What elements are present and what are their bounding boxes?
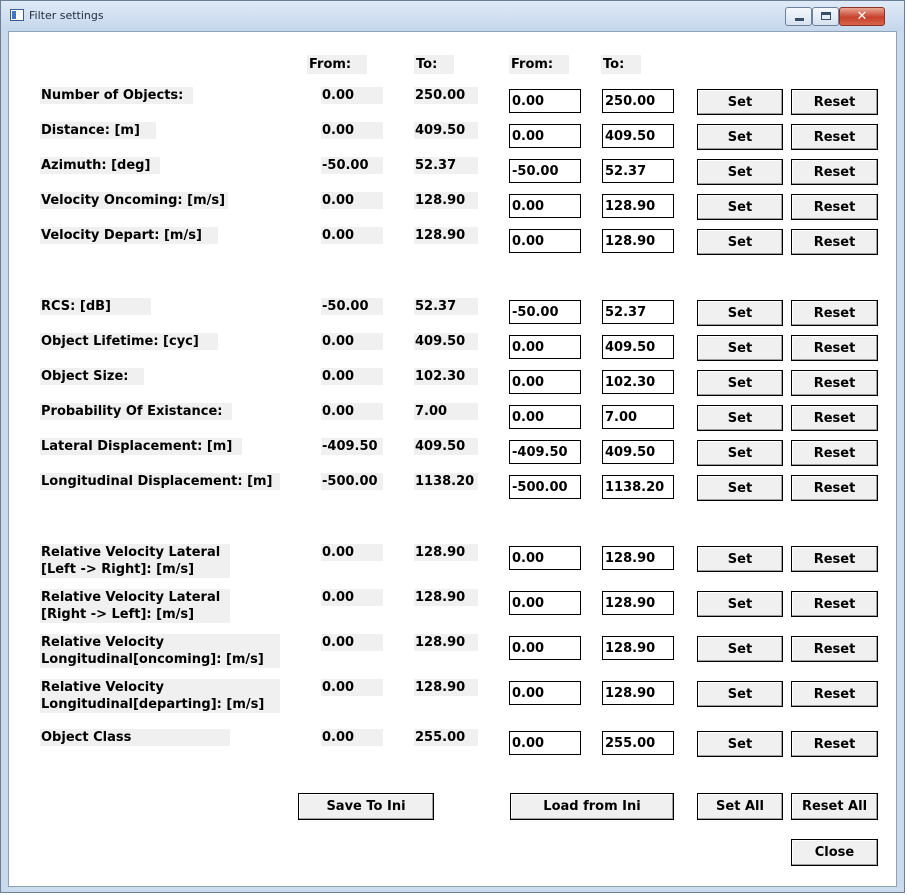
filter-row-label: Object Size: — [40, 368, 144, 385]
to-input[interactable] — [602, 440, 674, 464]
minimize-icon — [795, 18, 804, 21]
set-button[interactable]: Set — [697, 124, 783, 150]
from-input[interactable] — [509, 89, 581, 113]
current-from-value: -50.00 — [321, 298, 383, 315]
filter-row-label: RCS: [dB] — [40, 298, 151, 315]
filter-row-label-line1: Relative Velocity — [41, 635, 164, 650]
to-input[interactable] — [602, 159, 674, 183]
filter-row-label-line2: Longitudinal[departing]: [m/s] — [41, 697, 265, 712]
filter-row-label-line2: Longitudinal[oncoming]: [m/s] — [41, 652, 264, 667]
current-from-value: -500.00 — [321, 473, 383, 490]
current-from-value: 0.00 — [321, 87, 383, 104]
from-input[interactable] — [509, 335, 581, 359]
app-icon — [10, 9, 24, 21]
current-to-value: 52.37 — [414, 157, 478, 174]
reset-button[interactable]: Reset — [791, 405, 878, 431]
filter-row-label: Probability Of Existance: — [40, 403, 232, 420]
filter-row-label — [40, 634, 280, 668]
filter-row-label — [40, 544, 230, 578]
header-from-edit: From: — [509, 55, 569, 74]
set-button[interactable]: Set — [697, 159, 783, 185]
set-button[interactable]: Set — [697, 475, 783, 501]
filter-row-label — [40, 679, 280, 713]
filter-row-label-line1: Relative Velocity Lateral — [41, 590, 221, 605]
filter-row-label: Longitudinal Displacement: [m] — [40, 473, 280, 490]
to-input[interactable] — [602, 546, 674, 570]
to-input[interactable] — [602, 731, 674, 755]
set-button[interactable]: Set — [697, 229, 783, 255]
current-from-value: 0.00 — [321, 679, 383, 696]
reset-button[interactable]: Reset — [791, 194, 878, 220]
filter-row-label: Azimuth: [deg] — [40, 157, 160, 174]
from-input[interactable] — [509, 194, 581, 218]
current-from-value: 0.00 — [321, 122, 383, 139]
reset-button[interactable]: Reset — [791, 636, 878, 662]
current-to-value: 255.00 — [414, 729, 478, 746]
from-input[interactable] — [509, 370, 581, 394]
reset-button[interactable]: Reset — [791, 681, 878, 707]
from-input[interactable] — [509, 300, 581, 324]
from-input[interactable] — [509, 636, 581, 660]
reset-button[interactable]: Reset — [791, 370, 878, 396]
to-input[interactable] — [602, 636, 674, 660]
to-input[interactable] — [602, 194, 674, 218]
from-input[interactable] — [509, 546, 581, 570]
close-button[interactable]: Close — [791, 839, 878, 866]
load-from-ini-button[interactable]: Load from Ini — [510, 793, 674, 820]
current-from-value: 0.00 — [321, 192, 383, 209]
filter-row-label-line1: Relative Velocity — [41, 680, 164, 695]
current-from-value: 0.00 — [321, 333, 383, 350]
header-to-current: To: — [414, 55, 454, 74]
from-input[interactable] — [509, 681, 581, 705]
set-button[interactable]: Set — [697, 335, 783, 361]
reset-button[interactable]: Reset — [791, 591, 878, 617]
current-from-value: 0.00 — [321, 227, 383, 244]
set-button[interactable]: Set — [697, 546, 783, 572]
filter-row-label — [40, 589, 230, 623]
close-window-button[interactable] — [839, 7, 885, 26]
filter-row-label-line2: [Left -> Right]: [m/s] — [41, 562, 195, 577]
filter-row-label: Distance: [m] — [40, 122, 156, 139]
filter-row-label: Object Lifetime: [cyc] — [40, 333, 218, 350]
reset-button[interactable]: Reset — [791, 475, 878, 501]
window-title: Filter settings — [29, 9, 104, 22]
current-to-value: 102.30 — [414, 368, 478, 385]
reset-button[interactable]: Reset — [791, 731, 878, 757]
current-to-value: 128.90 — [414, 634, 478, 651]
filter-row-label: Object Class — [40, 729, 230, 746]
header-from-current: From: — [307, 55, 367, 74]
current-to-value: 128.90 — [414, 227, 478, 244]
from-input[interactable] — [509, 440, 581, 464]
to-input[interactable] — [602, 229, 674, 253]
set-all-button[interactable]: Set All — [697, 793, 783, 820]
current-to-value: 409.50 — [414, 333, 478, 350]
current-to-value: 52.37 — [414, 298, 478, 315]
to-input[interactable] — [602, 681, 674, 705]
reset-button[interactable]: Reset — [791, 546, 878, 572]
set-button[interactable]: Set — [697, 636, 783, 662]
save-to-ini-button[interactable]: Save To Ini — [298, 793, 434, 820]
reset-button[interactable]: Reset — [791, 440, 878, 466]
reset-button[interactable]: Reset — [791, 335, 878, 361]
set-button[interactable]: Set — [697, 681, 783, 707]
to-input[interactable] — [602, 475, 674, 499]
set-button[interactable]: Set — [697, 370, 783, 396]
current-to-value: 409.50 — [414, 122, 478, 139]
current-from-value: 0.00 — [321, 634, 383, 651]
from-input[interactable] — [509, 159, 581, 183]
title-bar[interactable] — [1, 1, 904, 31]
to-input[interactable] — [602, 89, 674, 113]
current-to-value: 1138.20 — [414, 473, 478, 490]
current-from-value: 0.00 — [321, 544, 383, 561]
reset-button[interactable]: Reset — [791, 124, 878, 150]
current-from-value: -409.50 — [321, 438, 383, 455]
reset-button[interactable]: Reset — [791, 229, 878, 255]
set-button[interactable]: Set — [697, 89, 783, 115]
set-button[interactable]: Set — [697, 405, 783, 431]
current-to-value: 128.90 — [414, 544, 478, 561]
header-to-edit: To: — [601, 55, 641, 74]
set-button[interactable]: Set — [697, 440, 783, 466]
maximize-icon — [821, 12, 831, 20]
reset-all-button[interactable]: Reset All — [791, 793, 878, 820]
reset-button[interactable]: Reset — [791, 89, 878, 115]
to-input[interactable] — [602, 300, 674, 324]
current-to-value: 250.00 — [414, 87, 478, 104]
set-button[interactable]: Set — [697, 300, 783, 326]
reset-button[interactable]: Reset — [791, 300, 878, 326]
current-from-value: 0.00 — [321, 403, 383, 420]
to-input[interactable] — [602, 405, 674, 429]
current-from-value: 0.00 — [321, 729, 383, 746]
from-input[interactable] — [509, 591, 581, 615]
filter-row-label: Lateral Displacement: [m] — [40, 438, 242, 455]
reset-button[interactable]: Reset — [791, 159, 878, 185]
current-from-value: 0.00 — [321, 368, 383, 385]
set-button[interactable]: Set — [697, 731, 783, 757]
dialog-client-area — [8, 31, 897, 887]
from-input[interactable] — [509, 229, 581, 253]
set-button[interactable]: Set — [697, 194, 783, 220]
minimize-button[interactable] — [785, 7, 812, 26]
to-input[interactable] — [602, 370, 674, 394]
current-from-value: 0.00 — [321, 589, 383, 606]
from-input[interactable] — [509, 731, 581, 755]
current-to-value: 128.90 — [414, 679, 478, 696]
current-to-value: 409.50 — [414, 438, 478, 455]
current-to-value: 7.00 — [414, 403, 478, 420]
current-to-value: 128.90 — [414, 192, 478, 209]
close-icon: ✕ — [856, 9, 868, 24]
filter-row-label-line2: [Right -> Left]: [m/s] — [41, 607, 195, 622]
filter-row-label: Number of Objects: — [40, 87, 193, 104]
to-input[interactable] — [602, 124, 674, 148]
to-input[interactable] — [602, 591, 674, 615]
from-input[interactable] — [509, 475, 581, 499]
current-to-value: 128.90 — [414, 589, 478, 606]
set-button[interactable]: Set — [697, 591, 783, 617]
from-input[interactable] — [509, 124, 581, 148]
filter-row-label: Velocity Oncoming: [m/s] — [40, 192, 228, 209]
maximize-button[interactable] — [812, 7, 839, 26]
current-from-value: -50.00 — [321, 157, 383, 174]
to-input[interactable] — [602, 335, 674, 359]
filter-row-label-line1: Relative Velocity Lateral — [41, 545, 221, 560]
filter-row-label: Velocity Depart: [m/s] — [40, 227, 218, 244]
from-input[interactable] — [509, 405, 581, 429]
